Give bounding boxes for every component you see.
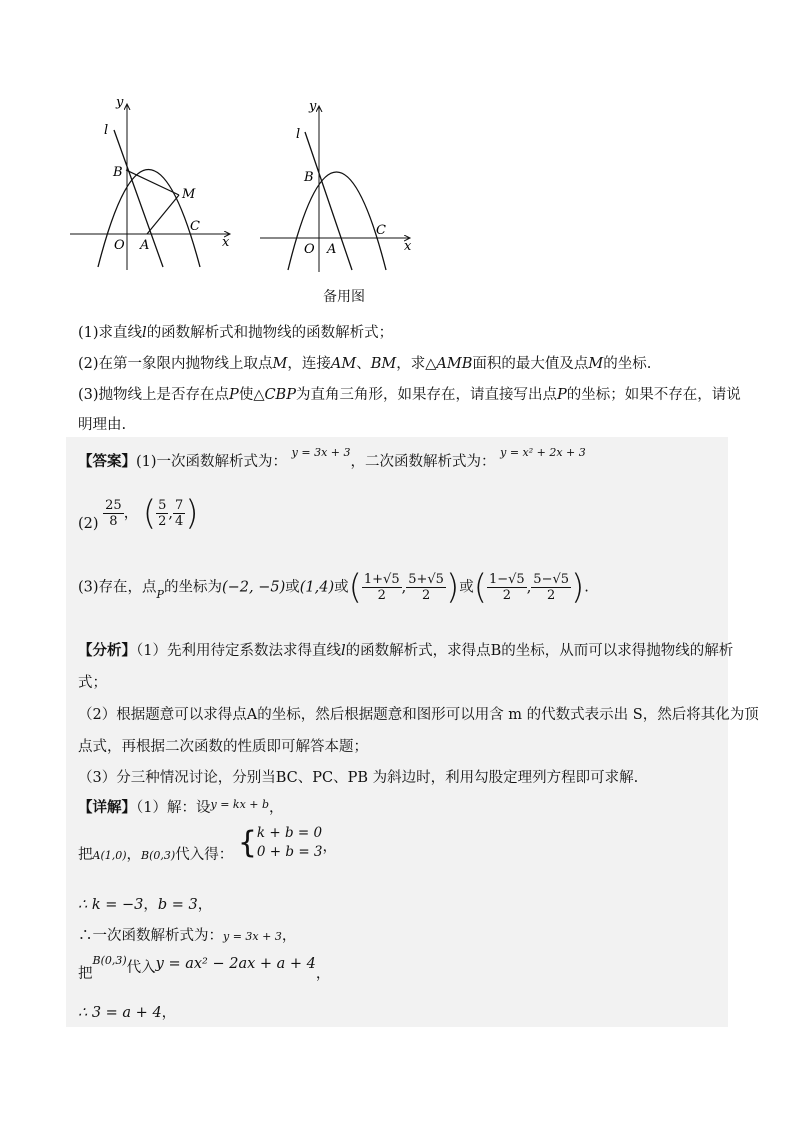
question-1: (1)求直线l的函数解析式和抛物线的函数解析式； [78,325,394,341]
answer-2: (2) $\frac{25}{8}$ ， ( $\frac{5}{2}$ , $\frac{7}{4}$ ) [78,493,199,534]
point-c-label-2: C [376,223,386,238]
point-b-label-2: B [304,170,314,185]
origin-label-2: O [304,242,315,257]
equation-system: k + b = 0 0 + b = 3 [256,825,323,860]
origin-label: O [114,238,125,253]
function-graphs [60,92,440,312]
max-area-fraction: $\frac{25}{8}$ [105,498,122,529]
line-l-label-2: l [296,127,301,142]
question-3: (3)抛物线上是否存在点P使△CBP为直角三角形，如果存在，请直接写出点P的坐标；如果不存在，请说 [78,387,741,403]
y-axis-label-2: y [309,99,317,114]
analysis-2: （2）根据题意可以求得点A的坐标，然后根据题意和图形可以用含 m 的代数式表示出 S，然后将其化为顶 [78,707,759,723]
analysis-2-cont: 点式，再根据二次函数的性质即可解答本题； [78,739,368,755]
detail-6: ∴ 3 = a + 4， [78,1005,177,1021]
line-l-label: l [104,123,109,138]
answer-1: 【答案】(1)一次函数解析式为： $^{y = 3x + 3}$，二次函数解析式为： $^{y = x^2 + 2x + 3}$ [78,446,586,470]
graph-figure-1 [70,95,230,270]
detail-1: 【详解】（1）解：设$^{y = kx + b}$， [78,798,284,816]
question-3-cont: 明理由. [78,417,127,433]
figure-caption: 备用图 [323,289,365,305]
graph-figure-2 [260,99,412,272]
detail-4: ∴一次函数解析式为：y = 3x + 3， [78,928,297,944]
x-axis-label: x [222,235,230,250]
point-c-label: C [190,219,200,234]
detail-5: 把B(0,3)代入y = ax² − 2ax + a + 4， [78,954,331,982]
analysis-1: 【分析】（1）先利用待定系数法求得直线l的函数解析式，求得点B的坐标，从而可以求得抛物线的解析 [78,642,734,659]
answer-3: (3)存在，点$_P$的坐标为(−2, −5)或(1,4)或( $\frac{1+√5}{2}$ , $\frac{5+√5}{2}$ )或( $\frac{1-√5}{2}$ , $\frac{5-√5}{2}$ ). [78,567,589,608]
point-m-label: M [182,187,196,202]
point-b-label: B [113,165,123,180]
question-2: (2)在第一象限内抛物线上取点M，连接AM、BM，求△AMB面积的最大值及点M的坐标. [78,356,652,372]
detail-2: 把$_{A(1,0)}$，$_{B(0,3)}$代入得： { k + b = 0 0 + b = 3 ， [78,825,338,863]
y-axis-label: y [116,95,124,110]
analysis-3: （3）分三种情况讨论，分别当BC、PC、PB 为斜边时，利用勾股定理列方程即可求解. [78,770,639,786]
point-a-label: A [140,238,150,253]
x-axis-label-2: x [404,239,412,254]
detail-3: ∴ k = −3，b = 3， [78,897,213,913]
point-a-label-2: A [327,242,337,257]
analysis-1-cont: 式； [78,675,107,691]
